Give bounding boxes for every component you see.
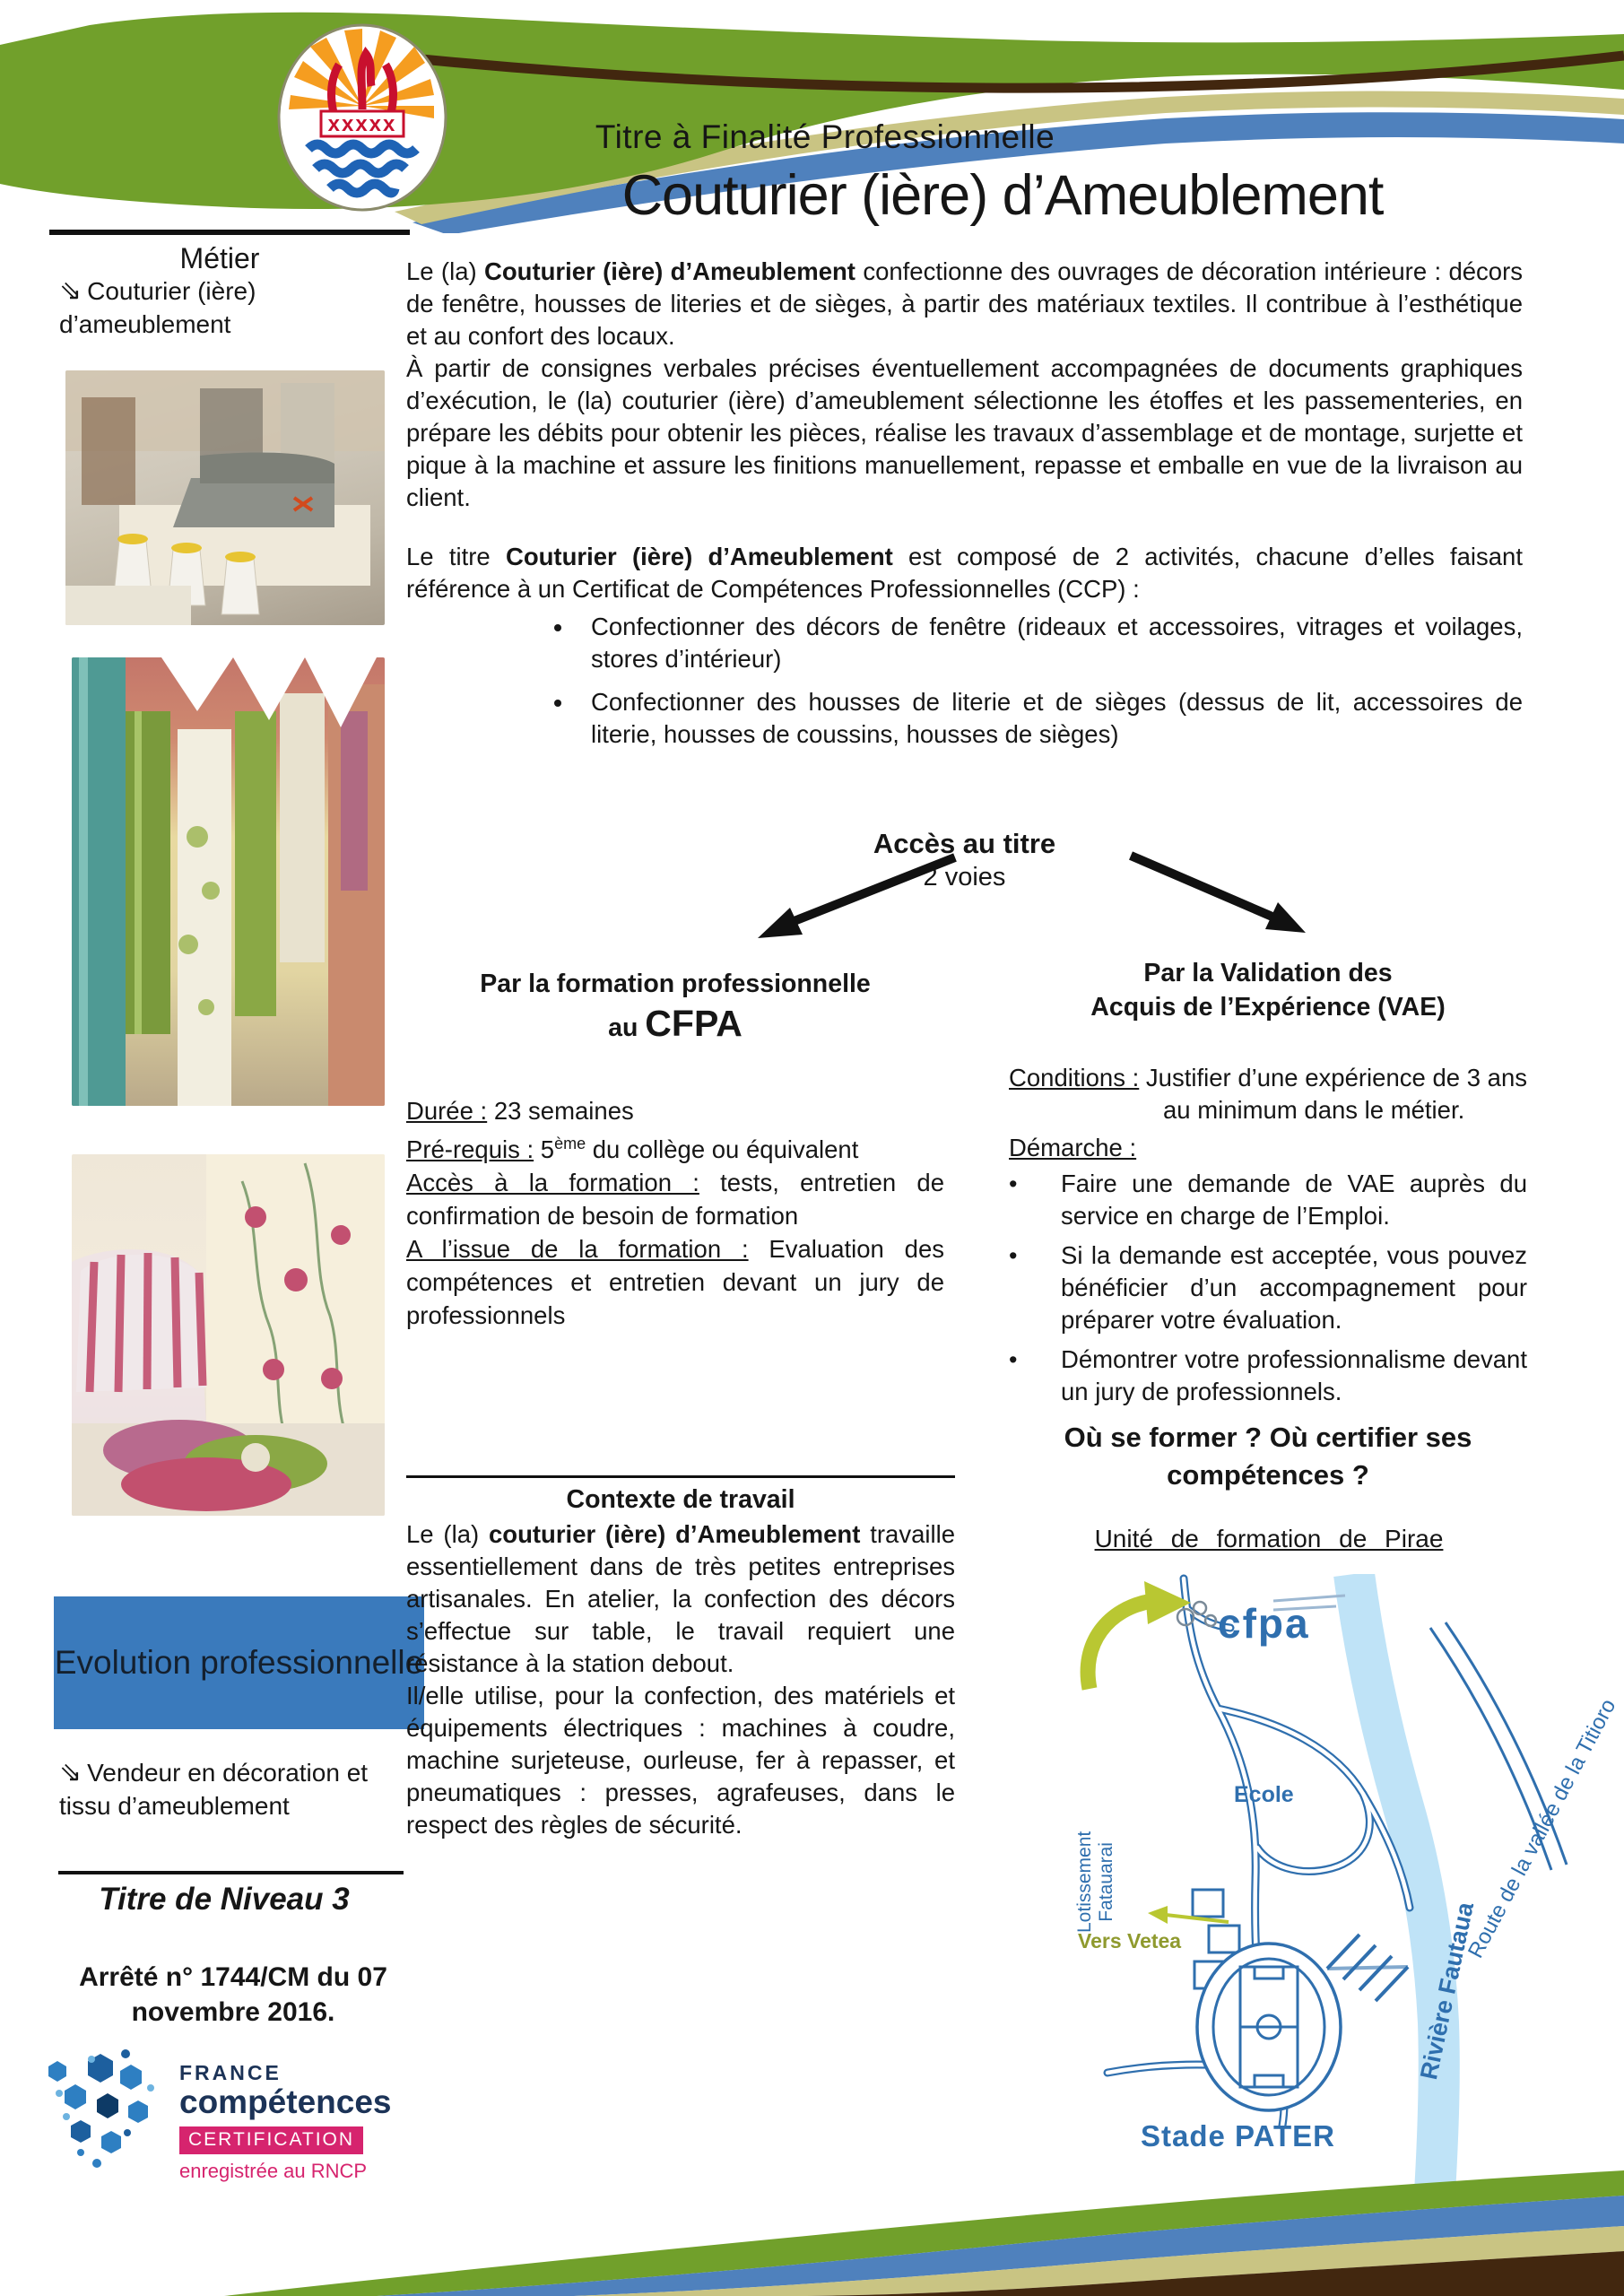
formation-heading-line1: Par la formation professionnelle xyxy=(480,970,871,998)
duree-line: Durée : 23 semaines xyxy=(406,1097,634,1125)
vae-step-1: • Faire une demande de VAE auprès du service en charge de l’Emploi. xyxy=(1009,1168,1527,1232)
footer-swoosh-graphic xyxy=(0,2145,1624,2296)
evolution-box-label: Evolution professionnelle xyxy=(54,1644,424,1681)
acces-formation-line: Accès à la formation : tests, entretien de confirmation de besoin de formation xyxy=(406,1169,945,1231)
contexte-paragraph-1: Le (la) couturier (ière) d’Ameublement travaille essentiellement dans de très petites entreprises artisanales. En atelier, la confection des décors s’effectue sur table, le travail requiert une résistance à la station debout. xyxy=(406,1520,955,1677)
vae-heading-line1: Par la Validation des xyxy=(1143,959,1393,987)
vae-conditions: Conditions : Justifier d’une expérience de 3 ans au minimum dans le métier. xyxy=(1009,1064,1527,1124)
formation-heading-line2: au CFPA xyxy=(608,1003,743,1044)
ou-se-former-line1: Où se former ? Où certifier ses xyxy=(1064,1422,1472,1453)
cfpa-acronym: CFPA xyxy=(645,1003,743,1044)
ccp-bullet-1: • Confectionner des décors de fenêtre (rideaux et accessoires, vitrages et voilages, stores d’intérieur) xyxy=(575,611,1523,675)
page-title: Couturier (ière) d’Ameublement xyxy=(621,164,1384,227)
metier-item xyxy=(59,274,411,341)
document-suptitle: Titre à Finalité Professionnelle xyxy=(595,118,1055,155)
intro-paragraph-3: Le titre Couturier (ière) d’Ameublement est composé de 2 activités, chacune d’elles faisant référence à un Certificat de Compétences Professionnelles (CCP) : xyxy=(406,543,1523,603)
map-label-stade-pater: Stade PATER xyxy=(1141,2119,1335,2152)
cfpa-map-logo: cfpa xyxy=(1218,1600,1310,1647)
contexte-paragraph-2: Il/elle utilise, pour la confection, des matériels et équipements électriques : machines à coudre, machine surjeteuse, ourleuse, fer à repasser, et pneumatiques : presses, agrafeuses, dans le respect des règles de sécurité. xyxy=(406,1682,955,1839)
fc-france-label: FRANCE xyxy=(179,2061,282,2084)
ou-se-former-heading xyxy=(1009,1419,1527,1494)
vae-step-2: • Si la demande est acceptée, vous pouvez bénéficier d’un accompagnement pour préparer votre évaluation. xyxy=(1009,1239,1527,1336)
map-label-route-titioro: Route de la vallée de la Titioro xyxy=(1463,1694,1621,1962)
photo1-illustration xyxy=(65,370,385,625)
metier-item-label: Couturier (ière) d’ameublement xyxy=(59,277,256,338)
emblem-marks: xxxxx xyxy=(327,112,397,136)
ccp-bullet-2: • Confectionner des housses de literie et de sièges (dessus de lit, accessoires de literie, housses de coussins, housses de sièges) xyxy=(575,686,1523,751)
niveau-rule xyxy=(58,1871,404,1874)
bullet-dot: • xyxy=(1009,1242,1018,1269)
bullet-dot: • xyxy=(1009,1346,1018,1373)
ou-se-former-line2: compétences ? xyxy=(1167,1459,1369,1491)
unite-formation-pirae: Unité de formation de Pirae xyxy=(1094,1525,1444,1552)
vae-demarche-label: Démarche : xyxy=(1009,1134,1137,1161)
niveau-title: Titre de Niveau 3 xyxy=(99,1882,350,1917)
photo-atelier-machines-a-coudre xyxy=(65,370,385,625)
arrete-text: Arrêté n° 1744/CM du 07 novembre 2016. xyxy=(79,1962,387,2027)
photo2-illustration xyxy=(72,657,385,1106)
vae-steps-list xyxy=(1009,1168,1527,1408)
acces-branch-arrows xyxy=(406,850,1527,958)
sidebar-top-rule xyxy=(49,230,410,235)
map-label-lotissement: Lotissement Fatauarai xyxy=(1074,1831,1116,1933)
map-label-riviere: Rivière Fautaua xyxy=(1415,1900,1480,2083)
photo-showroom-rideaux xyxy=(72,657,385,1106)
vae-column xyxy=(1009,956,1527,1415)
acces-2-voies: 2 voies xyxy=(923,863,1006,891)
curved-arrow-icon: ⇘ xyxy=(59,276,83,306)
photo-fauteuil-et-coussins xyxy=(72,1154,385,1516)
fc-certification-badge: CERTIFICATION xyxy=(179,2126,363,2154)
curved-arrow-icon: ⇘ xyxy=(59,1758,83,1787)
evolution-item xyxy=(59,1756,418,1822)
evolution-professionnelle-box xyxy=(54,1596,424,1729)
map-label-vers-vetea: Vers Vetea xyxy=(1078,1929,1182,1952)
intro-text-block xyxy=(406,256,1523,761)
map-label-ecole: Ecole xyxy=(1234,1782,1294,1807)
intro-paragraph-2: À partir de consignes verbales précises éventuellement accompagnées de documents graphiques d’exécution, le (la) couturier (ière) d’ameublement sélectionne les étoffes et les passementeries, en prépare les débits pour obtenir les pièces, réalise les travaux d’assemblage et de montage, surjette et pique à la machine et assure les finitions manuellement, repasse et emballe en vue de la livraison au client. xyxy=(406,354,1523,511)
metier-heading: Métier xyxy=(179,242,260,274)
contexte-block xyxy=(406,1483,955,1841)
contexte-rule xyxy=(406,1475,955,1478)
access-map xyxy=(1058,1574,1621,2193)
prerequis-line: Pré-requis : 5ème du collège ou équivalent xyxy=(406,1135,859,1164)
contexte-heading: Contexte de travail xyxy=(566,1485,795,1514)
issue-formation-line: A l’issue de la formation : Evaluation des compétences et entretien devant un jury de professionnels xyxy=(406,1235,944,1330)
formation-details xyxy=(406,1094,944,1332)
fc-competences-label: compétences xyxy=(179,2083,392,2120)
acces-au-titre-heading: Accès au titre xyxy=(873,828,1056,859)
formation-column xyxy=(406,967,944,1332)
evolution-item-label: Vendeur en décoration et tissu d’ameublement xyxy=(59,1759,369,1820)
photo3-illustration xyxy=(72,1154,385,1516)
bullet-dot: • xyxy=(1009,1170,1018,1197)
fc-rncp-label: enregistrée au RNCP xyxy=(179,2160,368,2182)
vae-step-3: • Démontrer votre professionnalisme devant un jury de professionnels. xyxy=(1009,1344,1527,1408)
ccp-bullet-list xyxy=(406,611,1523,751)
vae-heading-line2: Acquis de l’Expérience (VAE) xyxy=(1090,993,1446,1022)
intro-paragraph-1: Le (la) Couturier (ière) d’Ameublement confectionne des ouvrages de décoration intérieure : décors de fenêtre, housses de literies et de sièges, à partir des matériaux textiles. Il contribue à l’esthétique et au confort des locaux. xyxy=(406,257,1523,350)
